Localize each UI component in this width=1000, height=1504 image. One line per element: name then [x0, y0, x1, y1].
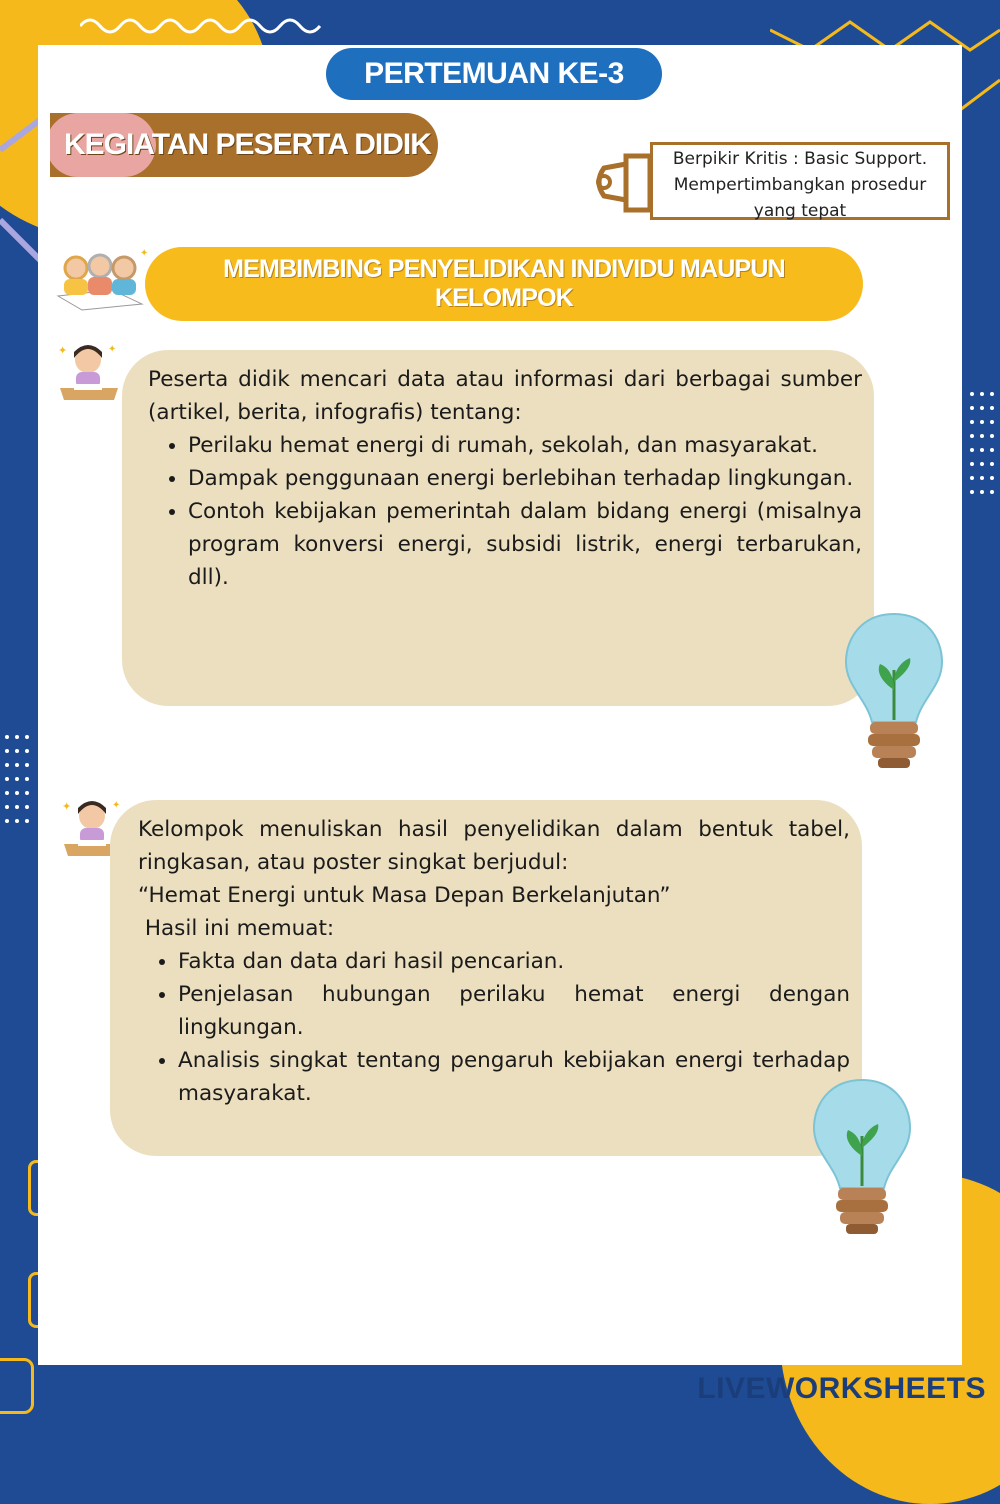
task-list — [138, 945, 850, 1110]
binder-clip-icon — [592, 152, 654, 214]
dot-pattern — [970, 392, 1000, 504]
task-lead: Hasil ini memuat: — [138, 916, 335, 941]
task-card — [110, 800, 862, 1156]
section-label-text: KEGIATAN PESERTA DIDIK — [64, 128, 431, 161]
svg-text:✦: ✦ — [108, 344, 117, 355]
activity-banner-line: KELOMPOK — [434, 284, 574, 312]
skill-note-line: Berpikir Kritis : Basic Support. — [672, 149, 928, 169]
task-intro: Peserta didik mencari data atau informasi dari berbagai sumber (artikel, berita, infografis) tentang: — [148, 367, 862, 425]
section-label — [50, 113, 438, 177]
eco-lightbulb-icon — [810, 1076, 914, 1240]
stripe-decoration — [0, 110, 40, 270]
activity-banner — [145, 247, 863, 321]
eco-lightbulb-icon — [842, 610, 946, 774]
student-writing-icon — [56, 340, 122, 404]
task-card — [122, 350, 874, 706]
outline-decoration — [0, 1358, 34, 1414]
list-item: • Penjelasan hubungan perilaku hemat energi dengan lingkungan. — [178, 978, 850, 1044]
wave-decoration — [80, 14, 330, 36]
task-list — [148, 429, 862, 594]
students-group-icon — [52, 246, 148, 312]
skill-note-line: Mempertimbangkan prosedur — [673, 175, 927, 195]
list-item: • Contoh kebijakan pemerintah dalam bidang energi (misalnya program konversi energi, subsidi listrik, energi terbarukan, dll). — [188, 495, 862, 594]
page-title: PERTEMUAN KE-3 — [326, 48, 662, 100]
skill-note-line: yang tepat — [753, 201, 847, 221]
dot-pattern — [5, 735, 35, 833]
svg-text:✦: ✦ — [58, 344, 68, 357]
list-item: • Dampak penggunaan energi berlebihan terhadap lingkungan. — [188, 462, 862, 495]
svg-text:✦: ✦ — [140, 248, 148, 259]
svg-text:✦: ✦ — [112, 800, 121, 811]
watermark: LIVEWORKSHEETS — [697, 1372, 986, 1405]
poster-title: “Hemat Energi untuk Masa Depan Berkelanjutan” — [138, 883, 671, 908]
list-item: • Fakta dan data dari hasil pencarian. — [178, 945, 850, 978]
list-item: • Perilaku hemat energi di rumah, sekolah, dan masyarakat. — [188, 429, 862, 462]
activity-banner-line: MEMBIMBING PENYELIDIKAN INDIVIDU MAUPUN — [223, 255, 785, 283]
svg-text:✦: ✦ — [62, 800, 72, 813]
task-intro: Kelompok menuliskan hasil penyelidikan dalam bentuk tabel, ringkasan, atau poster singkat berjudul: — [138, 817, 850, 875]
list-item: • Analisis singkat tentang pengaruh kebijakan energi terhadap masyarakat. — [178, 1044, 850, 1110]
skill-note — [650, 142, 950, 220]
